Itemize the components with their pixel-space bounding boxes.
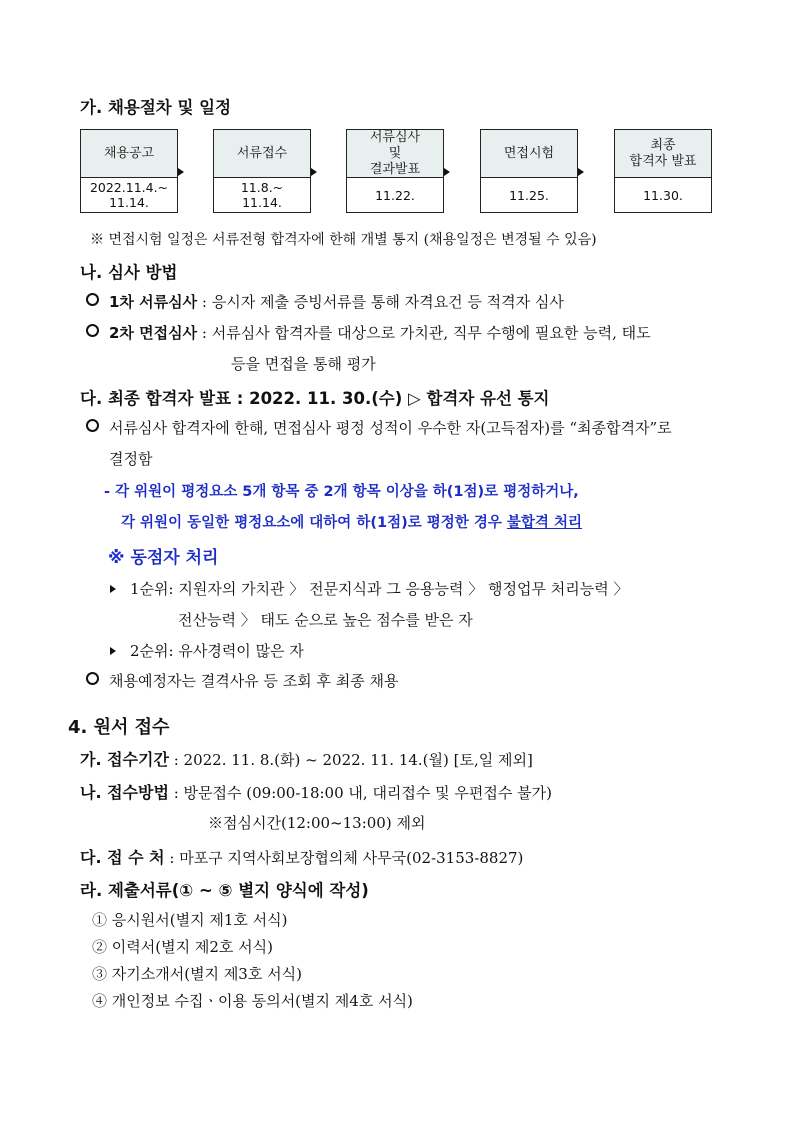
section-heading-ga: 가. 채용절차 및 일정 [80,98,232,117]
fail-result: 불합격 처리 [506,515,582,531]
flow-step-1 [80,129,178,213]
tie-rule-1-cont: 전산능력 〉 태도 순으로 높은 점수를 받은 자 [178,611,473,629]
review-item-2 [86,322,651,343]
method-text: : 방문접수 (09:00-18:00 내, 대리접수 및 우편접수 불가) [173,784,552,802]
flow-step-4 [480,129,578,213]
review-text: : 응시자 제출 증빙서류를 통해 자격요건 등 적격자 심사 [201,293,564,311]
method-note: ※점심시간(12:00~13:00) 제외 [208,814,426,832]
flow-step-label: 면접시험 [481,130,577,178]
review-item-1 [86,291,564,312]
tie-rule-1: 1순위: 지원자의 가치관 〉 전문지식과 그 응용능력 〉 행정업무 처리능력 〉 [110,578,629,599]
flow-step-label: 채용공고 [81,130,177,178]
review-label: 1차 서류심사 [109,293,198,311]
review-label: 2차 면접심사 [109,324,198,342]
document-item: ④ 개인정보 수집ㆍ이용 동의서(별지 제4호 서식) [92,992,413,1010]
flow-step-2 [213,129,311,213]
flow-arrow-icon [311,168,317,176]
flow-step-label: 서류심사 및 결과발표 [347,130,443,178]
section-heading-na: 나. 심사 방법 [80,263,178,282]
place-text: : 마포구 지역사회보장협의체 사무국(02-3153-8827) [169,849,524,867]
application-place [80,845,523,868]
review-text: : 서류심사 합격자를 대상으로 가치관, 직무 수행에 필요한 능력, 태도 [201,324,651,342]
circle-bullet-icon [86,672,99,685]
flow-step-date: 2022.11.4.~ 11.14. [81,178,177,212]
period-text: : 2022. 11. 8.(화) ~ 2022. 11. 14.(월) [토,일 제외] [173,751,533,769]
circle-bullet-icon [86,324,99,337]
flow-note: ※ 면접시험 일정은 서류전형 합격자에 한해 개별 통지 (채용일정은 변경될 수 있음) [90,232,597,248]
final-paragraph-1-cont: 결정함 [109,450,153,468]
flow-step-3 [346,129,444,213]
flow-step-5 [614,129,712,213]
application-period [80,747,533,770]
flow-step-label: 서류접수 [214,130,310,178]
review-item-2-cont: 등을 면접을 통해 평가 [231,355,376,373]
application-method [80,780,552,803]
period-label: 가. 접수기간 [80,750,169,769]
section-heading-4: 4. 원서 접수 [68,717,170,738]
flow-arrow-icon [578,168,584,176]
flow-step-date: 11.22. [347,178,443,212]
flow-arrow-icon [444,168,450,176]
document-item: ③ 자기소개서(별지 제3호 서식) [92,965,302,983]
fail-condition-2: 각 위원이 동일한 평정요소에 대하여 하(1점)로 평정한 경우 불합격 처리 [121,515,582,531]
circle-bullet-icon [86,419,99,432]
place-label: 다. 접 수 처 [80,848,165,867]
flow-step-date: 11.8.~ 11.14. [214,178,310,212]
flow-step-date: 11.30. [615,178,711,212]
flow-step-date: 11.25. [481,178,577,212]
flow-step-label: 최종 합격자 발표 [615,130,711,178]
document-item: ② 이력서(별지 제2호 서식) [92,938,273,956]
documents-heading: 라. 제출서류(① ~ ⑤ 별지 양식에 작성) [80,881,369,900]
triangle-bullet-icon [110,585,116,593]
tie-rule-2: 2순위: 유사경력이 많은 자 [110,640,304,661]
section-heading-da: 다. 최종 합격자 발표 : 2022. 11. 30.(수) ▷ 합격자 유선 통지 [80,389,550,408]
circle-bullet-icon [86,293,99,306]
triangle-bullet-icon [110,647,116,655]
fail-condition-1: - 각 위원이 평정요소 5개 항목 중 2개 항목 이상을 하(1점)로 평정하거나, [104,484,579,500]
document-item: ① 응시원서(별지 제1호 서식) [92,911,288,929]
final-paragraph-2: 채용예정자는 결격사유 등 조회 후 최종 채용 [86,670,398,691]
flow-arrow-icon [178,168,184,176]
method-label: 나. 접수방법 [80,783,169,802]
final-paragraph-1: 서류심사 합격자에 한해, 면접심사 평정 성적이 우수한 자(고득점자)를 “최종합격자”로 [86,417,672,438]
tie-heading: ※ 동점자 처리 [108,548,219,568]
